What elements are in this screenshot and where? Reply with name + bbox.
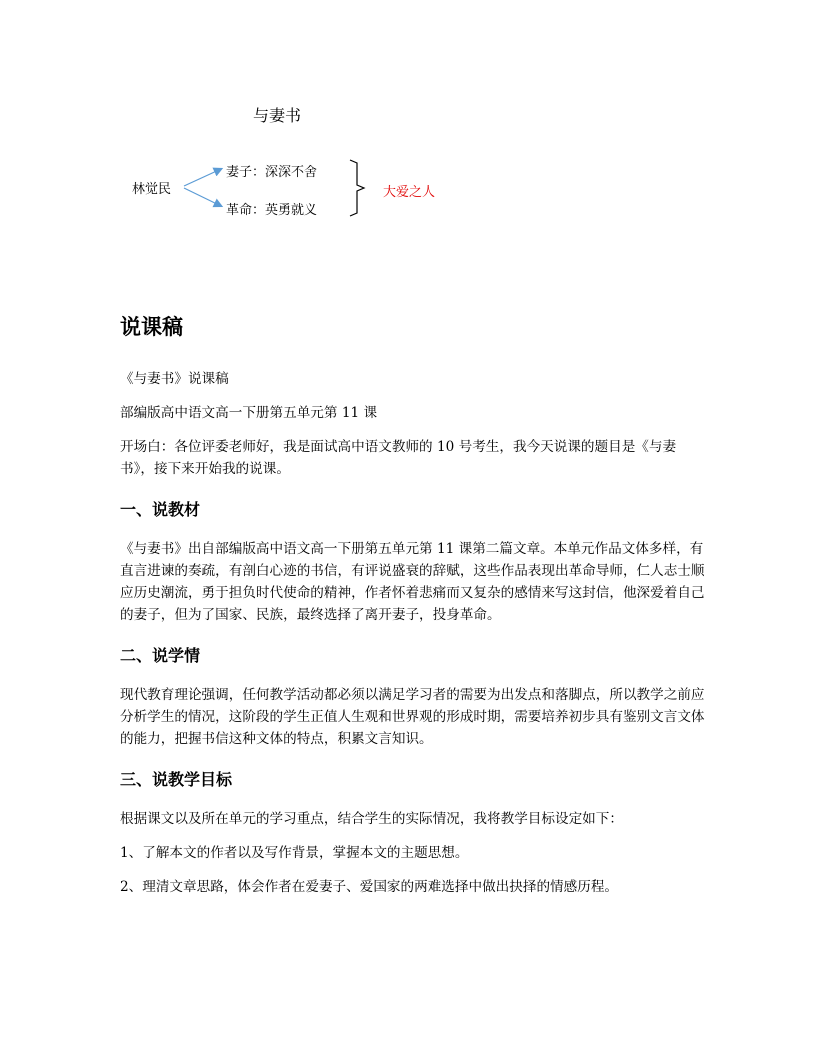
- arrow-to-revolution: [184, 188, 221, 206]
- diagram-root-node: 林觉民: [132, 182, 172, 197]
- mind-map-diagram: [0, 0, 816, 240]
- objective-item-2: 2、理清文章思路，体会作者在爱妻子、爱国家的两难选择中做出抉择的情感历程。: [120, 879, 619, 895]
- section-body-objectives: 根据课文以及所在单元的学习重点，结合学生的实际情况，我将教学目标设定如下：: [120, 811, 623, 827]
- mind-map-connectors: [0, 0, 816, 240]
- document-body: [120, 312, 710, 910]
- intro-line-2: 部编版高中语文高一下册第五单元第 11 课: [120, 405, 378, 421]
- diagram-branch-revolution: 革命：英勇就义: [226, 203, 318, 218]
- section-heading-students: 二、说学情: [120, 646, 201, 665]
- objective-item-1: 1、了解本文的作者以及写作背景，掌握本文的主题思想。: [120, 845, 469, 861]
- diagram-branch-wife: 妻子：深深不舍: [226, 165, 318, 180]
- section-heading-objectives: 三、说教学目标: [120, 770, 233, 789]
- section-body-students: 现代教育理论强调，任何教学活动都必须以满足学习者的需要为出发点和落脚点，所以教学之前应分析学生的情况，这阶段的学生正值人生观和世界观的形成时期，需要培养初步具有鉴别文言文体的能力，把握书信这种文体的特点，积累文言知识。: [120, 687, 705, 747]
- opening-remarks: 开场白：各位评委老师好，我是面试高中语文教师的 10 号考生，我今天说课的题目是《与妻书》，接下来开始我的说课。: [120, 439, 677, 477]
- intro-line-1: 《与妻书》说课稿: [120, 371, 229, 387]
- arrow-to-wife: [184, 169, 221, 186]
- diagram-title: 与妻书: [253, 106, 302, 125]
- bracket: [350, 160, 364, 216]
- section-body-textbook: 《与妻书》出自部编版高中语文高一下册第五单元第 11 课第二篇文章。本单元作品文体多样，有直言进谏的奏疏，有剖白心迹的书信，有评说盛衰的辞赋，这些作品表现出革命导师，仁人志士顺应历史潮流，勇于担负时代使命的精神，作者怀着悲痛而又复杂的感情来写这封信，他深爱着自己的妻子，但为了国家、民族，最终选择了离开妻子，投身革命。: [120, 541, 705, 623]
- diagram-summary: 大爱之人: [383, 185, 436, 200]
- section-heading-textbook: 一、说教材: [120, 500, 201, 519]
- document-title: 说课稿: [120, 315, 183, 339]
